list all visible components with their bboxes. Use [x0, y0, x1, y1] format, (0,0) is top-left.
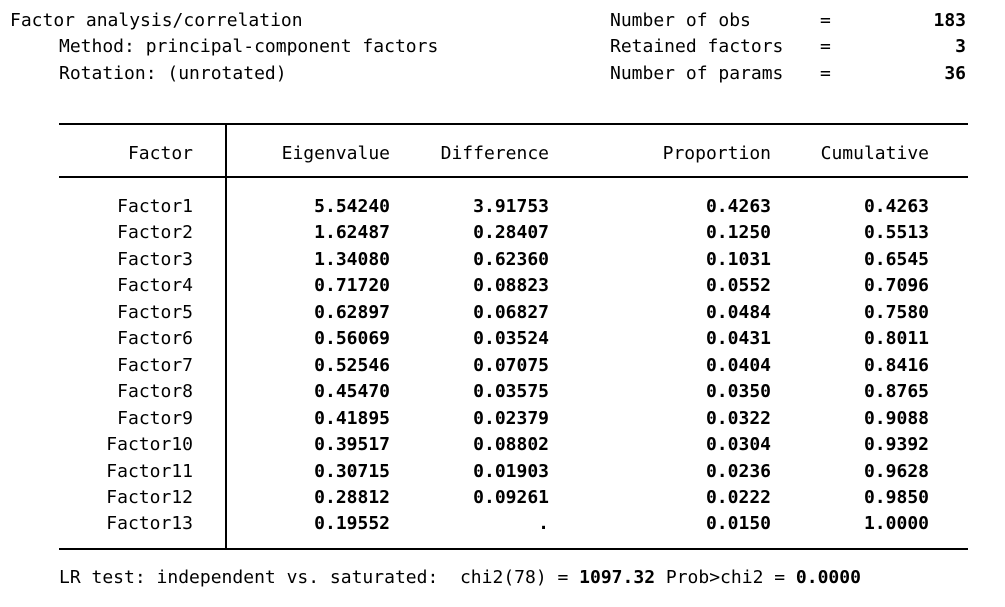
cell-difference: 0.03524 [473, 328, 549, 350]
cell-cumulative: 0.4263 [863, 196, 929, 217]
cell-difference: 0.28407 [473, 222, 549, 244]
table-top-rule [59, 123, 968, 125]
col-header-cumulative: Cumulative [820, 143, 929, 164]
cell-proportion: 0.0404 [705, 354, 771, 376]
cell-factor-name: Factor7 [117, 354, 193, 376]
cell-cumulative: 1.0000 [863, 513, 929, 535]
cell-factor-name: Factor2 [117, 222, 193, 244]
cell-proportion: 0.0322 [705, 407, 771, 429]
table-bottom-rule [59, 548, 968, 550]
cell-eigenvalue: 0.71720 [314, 275, 390, 297]
cell-difference: 0.01903 [473, 460, 549, 482]
cell-difference: 0.07075 [473, 354, 549, 376]
cell-proportion: 0.0236 [705, 460, 771, 482]
cell-difference: . [538, 513, 549, 535]
cell-proportion: 0.4263 [705, 196, 771, 217]
cell-eigenvalue: 0.45470 [314, 381, 390, 403]
col-header-difference: Difference [440, 143, 549, 164]
cell-proportion: 0.0552 [705, 275, 771, 297]
col-header-factor: Factor [127, 143, 193, 164]
cell-eigenvalue: 0.30715 [314, 460, 390, 482]
cell-cumulative: 0.8416 [863, 354, 929, 376]
cell-factor-name: Factor1 [117, 196, 193, 217]
cell-eigenvalue: 0.62897 [314, 301, 390, 323]
cell-proportion: 0.0350 [705, 381, 771, 403]
cell-difference: 0.09261 [473, 486, 549, 508]
lr-test-prefix: LR test: independent vs. saturated: chi2(78) = [59, 567, 580, 588]
cell-cumulative: 0.9088 [863, 407, 929, 429]
cell-proportion: 0.0150 [705, 513, 771, 535]
output-title: Factor analysis/correlation [10, 10, 303, 31]
lr-test-middle: Prob>chi2 = [655, 567, 796, 588]
col-header-eigenvalue: Eigenvalue [281, 143, 390, 164]
table-header-rule [59, 176, 968, 178]
table-column-divider [225, 123, 227, 550]
cell-eigenvalue: 0.28812 [314, 486, 390, 508]
stat-label-factors: Retained factors [610, 36, 784, 57]
cell-eigenvalue: 1.62487 [314, 222, 390, 244]
cell-eigenvalue: 5.54240 [314, 196, 390, 217]
col-header-proportion: Proportion [662, 143, 771, 164]
cell-difference: 0.08823 [473, 275, 549, 297]
cell-eigenvalue: 0.39517 [314, 434, 390, 456]
cell-proportion: 0.0222 [705, 486, 771, 508]
cell-cumulative: 0.8011 [863, 328, 929, 350]
chi2-value: 1097.32 [579, 567, 656, 588]
cell-factor-name: Factor10 [106, 434, 193, 456]
cell-factor-name: Factor3 [117, 248, 193, 270]
lr-test-line [59, 565, 861, 591]
cell-difference: 0.62360 [473, 248, 549, 270]
cell-factor-name: Factor11 [106, 460, 193, 482]
cell-cumulative: 0.6545 [863, 248, 929, 270]
cell-cumulative: 0.9850 [863, 486, 929, 508]
cell-eigenvalue: 0.56069 [314, 328, 390, 350]
cell-proportion: 0.0484 [705, 301, 771, 323]
cell-proportion: 0.1031 [705, 248, 771, 270]
cell-eigenvalue: 0.52546 [314, 354, 390, 376]
cell-cumulative: 0.5513 [863, 222, 929, 244]
cell-eigenvalue: 0.41895 [314, 407, 390, 429]
cell-cumulative: 0.9392 [863, 434, 929, 456]
cell-difference: 0.03575 [473, 381, 549, 403]
stat-value-obs: 183 [933, 10, 966, 31]
cell-cumulative: 0.7096 [863, 275, 929, 297]
cell-cumulative: 0.8765 [863, 381, 929, 403]
cell-difference: 0.06827 [473, 301, 549, 323]
stat-eq-params: = [820, 63, 831, 84]
stat-value-params: 36 [944, 63, 966, 84]
cell-cumulative: 0.7580 [863, 301, 929, 323]
cell-factor-name: Factor9 [117, 407, 193, 429]
cell-difference: 0.02379 [473, 407, 549, 429]
cell-factor-name: Factor8 [117, 381, 193, 403]
stat-label-obs: Number of obs [610, 10, 751, 31]
cell-eigenvalue: 1.34080 [314, 248, 390, 270]
cell-factor-name: Factor13 [106, 513, 193, 535]
cell-factor-name: Factor12 [106, 486, 193, 508]
cell-proportion: 0.1250 [705, 222, 771, 244]
rotation-line: Rotation: (unrotated) [59, 63, 287, 84]
cell-factor-name: Factor6 [117, 328, 193, 350]
stat-eq-obs: = [820, 10, 831, 31]
stat-eq-factors: = [820, 36, 831, 57]
prob-value: 0.0000 [795, 567, 861, 588]
cell-proportion: 0.0304 [705, 434, 771, 456]
stat-value-factors: 3 [955, 36, 966, 57]
stat-label-params: Number of params [610, 63, 784, 84]
cell-proportion: 0.0431 [705, 328, 771, 350]
cell-eigenvalue: 0.19552 [314, 513, 390, 535]
cell-cumulative: 0.9628 [863, 460, 929, 482]
cell-difference: 3.91753 [473, 196, 549, 217]
cell-difference: 0.08802 [473, 434, 549, 456]
cell-factor-name: Factor4 [117, 275, 193, 297]
cell-factor-name: Factor5 [117, 301, 193, 323]
method-line: Method: principal-component factors [59, 36, 439, 57]
